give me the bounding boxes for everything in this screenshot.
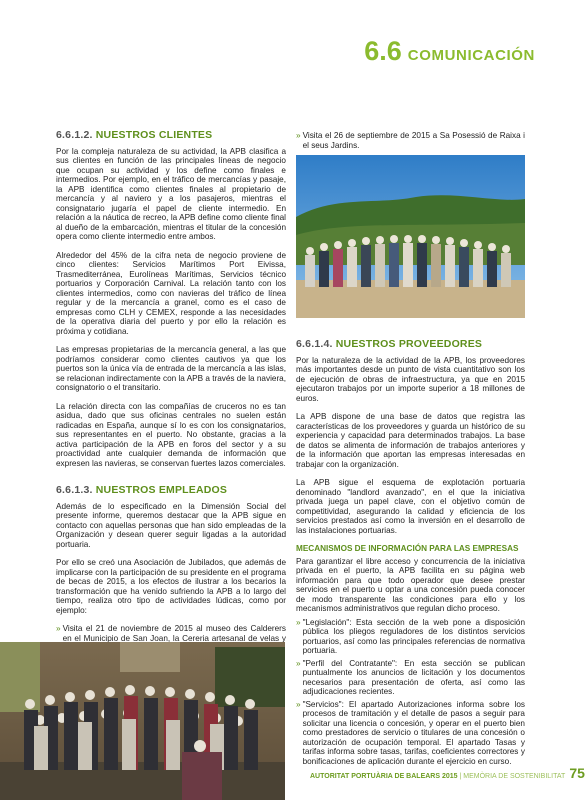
clientes-paragraph-4: La relación directa con las compañías de cruceros no es tan asidua, dado que sus oficinas centrales no suelen están radicadas en España, aunque sí lo es con los consignatarios, sus representantes en el puerto. No obstante, gracias a la activa participación de la APB en foros del sector y a su proactividad ante cualquier demanda de información que expresen las navieras, se conservan fuertes lazos comerciales. (56, 401, 286, 468)
section-title: COMUNICACIÓN (407, 47, 535, 64)
left-column (56, 131, 286, 653)
heading-clientes: 6.6.1.2. NUESTROS CLIENTES (56, 129, 213, 141)
right-column (296, 131, 525, 150)
empleados-bullet-1: » Visita el 21 de noviembre de 2015 al museo des Calderers en el Municipio de San Joan, la Cereria artesanal de velas y (56, 624, 286, 643)
empleados-paragraph-1: Además de lo especificado en la Dimensión Social del presente informe, queremos destacar que la APB sigue en contacto con aquellas personas que han sido empleadas de la Organización y desean querer seguir ligadas a la autoridad portuaria. (56, 501, 286, 549)
bullet-perfil-contratante: » "Perfil del Contratante": En esta sección se publican puntualmente los anuncios de licitación y los documentos necesarios para presentación de oferta, así como las adjudicaciones recientes. (296, 658, 525, 696)
mecanismos-paragraph: Para garantizar el libre acceso y concurrencia de la iniciativa privada en el puerto, la APB facilita en su página web información para que todo operador que desee prestar servicios en el puerto u optar a una concesión pueda conocer de modo transparente las condiciones para ello y los mecanismos administrativos que regulan dicho proceso. (296, 556, 525, 613)
photo-raixa-group (296, 155, 525, 318)
proveedores-paragraph-3: La APB sigue el esquema de explotación portuaria denominado "landlord avanzado", en el que la iniciativa privada juega un papel clave, con el objetivo común de competitividad, asegurando la calidad y eficiencia de los servicios prestados así como la inversión en el desarrollo de las instalaciones portuarias. (296, 478, 525, 535)
heading-proveedores: 6.6.1.4. NUESTROS PROVEEDORES (296, 338, 483, 350)
clientes-paragraph-2: Alrededor del 45% de la cifra neta de negocio proviene de cinco clientes: Servicios Marítimos Port Eivissa, Trasmediterránea, Eurolíneas Marítimas, Servicios técnico portuarios y Corporación Carnival. La relación tanto con los clientes intermedios, como con navieras del tráfico de línea regular y de la mercancía a granel, como es el caso de empresas como CLH y CEMEX, responde a las necesidades de la operativa diaria del puerto y por ello la relación es próxima y cotidiana. (56, 250, 286, 336)
bullet-servicios: » "Servicios": El apartado Autorizaciones informa sobre los procesos de tramitación y el detalle de pasos a seguir para solicitar una licencia o concesión, y operar en el puerto bien como prestadores de servicio o titulares de una concesión o autorización de ocupación temporal. El apartado Tasas y tarifas informa sobre tasas, tarifas, coeficientes correctores y bonificaciones de aplicación durante el ejercicio en curso. (296, 699, 525, 766)
proveedores-paragraph-1: Por la naturaleza de la actividad de la APB, los proveedores más importantes desde un punto de vista cuantitativo son los de ejecución de obras de infraestructura, ya que en 2015 ejecutaron trabajos por un importe superior a 18 millones de euros. (296, 355, 525, 403)
garden-photo-image (296, 155, 525, 318)
section-header (364, 36, 535, 67)
clientes-paragraph-3: Las empresas propietarias de la mercancía general, a las que podríamos considerar como clientes cautivos ya que los puertos son la única vía de entrada de la mercancía a las islas, se relacionan indirectamente con la APB a través de la naviera, consignatorio o el transitario. (56, 345, 286, 392)
photo-museo-group (0, 642, 285, 800)
proveedores-paragraph-2: La APB dispone de una base de datos que registra las características de los proveedores y guarda un histórico de su experiencia y capacidad para determinados trabajos. La base de datos se alimenta de información de trabajos anteriores y de la información que aportan las empresas interesadas en trabajar con la organización. (296, 412, 525, 469)
clientes-paragraph-1: Por la compleja naturaleza de su actividad, la APB clasifica a sus clientes en función de las principales líneas de negocio que ocupan su actividad y los define como finales e intermedios. Por ejemplo, en el tráfico de mercancías y pasaje, la APB identifica como clientes finales al propietario de mercancía y al naviero y a los pasajeros, mientras el consignatario jugaría el papel de cliente intermedio. En relación a la náutica de recreo, la APB define como cliente final al dueño de la embarcación, mientras el titular de la concesión opera como cliente intermedio entre ambos. (56, 146, 286, 241)
page-number: 75 (569, 765, 585, 781)
footer-organization: AUTORITAT PORTUÀRIA DE BALEARS 2015 (310, 773, 458, 780)
right-column-lower (296, 340, 525, 766)
empleados-bullet-2: » Visita el 26 de septiembre de 2015 a Sa Posessió de Raixa i el seus Jardins. (296, 131, 525, 150)
page-footer: AUTORITAT PORTUÀRIA DE BALEARS 2015 | MEMÒRIA DE SOSTENIBILITAT 75 (310, 765, 585, 781)
heading-empleados: 6.6.1.3. NUESTROS EMPLEADOS (56, 484, 228, 496)
bullet-legislacion: » "Legislación": Esta sección de la web pone a disposición pública los pliegos reguladores de los distintos servicios portuarios, así como las principales referencias de normativa portuaria. (296, 617, 525, 655)
mecanismos-subheading: MECANISMOS DE INFORMACIÓN PARA LAS EMPRESAS (296, 544, 519, 553)
group-photo-image (0, 642, 285, 800)
section-number: 6.6 (364, 36, 402, 66)
footer-report-name: MEMÒRIA DE SOSTENIBILITAT (463, 773, 566, 780)
empleados-paragraph-2: Por ello se creó una Asociación de Jubilados, que además de implicarse con la participación de su presidente en el programa de becas de 2015, a los efectos de ilustrar a los becarios la transformación que ha venido sufriendo la APB a lo largo del tiempo, realiza otro tipo de actividades lúdicas, como por ejemplo: (56, 558, 286, 615)
